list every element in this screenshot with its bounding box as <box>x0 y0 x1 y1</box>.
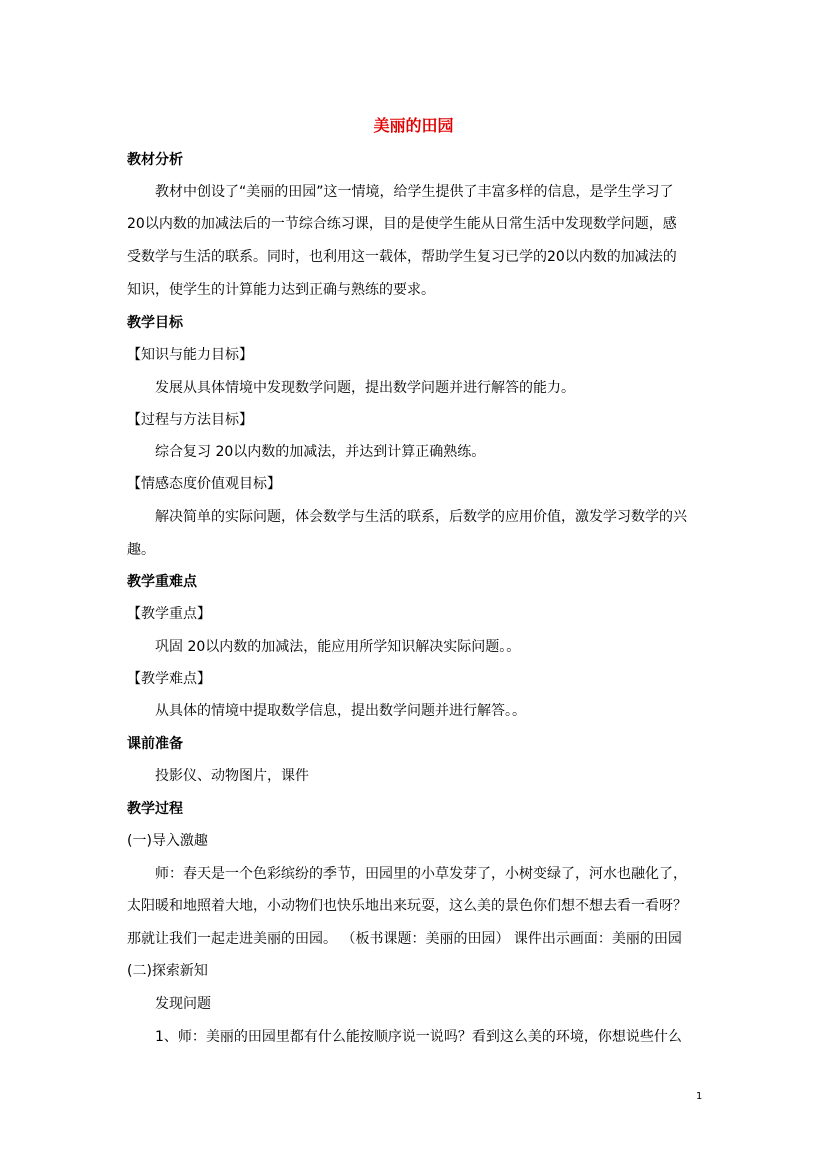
difficulty-label: 【教学难点】 <box>127 671 211 687</box>
analysis-line: 20以内数的加减法后的一节综合练习课，目的是使学生能从日常生活中发现数学问题，感 <box>127 216 677 232</box>
step1-line: 太阳暖和地照着大地，小动物们也快乐地出来玩耍，这么美的景色你们想不想去看一看呀？ <box>127 898 687 914</box>
analysis-line: 知识，使学生的计算能力达到正确与熟练的要求。 <box>127 282 435 298</box>
difficulty-text: 从具体的情境中提取数学信息，提出数学问题并进行解答。。 <box>155 703 526 719</box>
step2-sub: 发现问题 <box>155 996 211 1012</box>
step2-line: 1、师：美丽的田园里都有什么能按顺序说一说吗？看到这么美的环境，你想说些什么 <box>155 1029 682 1045</box>
process-heading: 教学过程 <box>127 801 183 817</box>
goal1-text: 发展从具体情境中发现数学问题，提出数学问题并进行解答的能力。 <box>155 380 575 396</box>
analysis-line: 教材中创设了“美丽的田园”这一情境，给学生提供了丰富多样的信息，是学生学习了 <box>155 184 674 200</box>
step1-label: (一)导入激趣 <box>127 833 208 849</box>
step2-label: (二)探索新知 <box>127 963 208 979</box>
step1-line: 师：春天是一个色彩缤纷的季节，田园里的小草发芽了，小树变绿了，河水也融化了， <box>155 866 687 882</box>
analysis-line: 受数学与生活的联系。同时，也利用这一载体，帮助学生复习已学的20以内数的加减法的 <box>127 249 677 265</box>
prep-text: 投影仪、动物图片，课件 <box>155 768 309 784</box>
goal1-label: 【知识与能力目标】 <box>127 347 253 363</box>
goal3-label: 【情感态度价值观目标】 <box>127 476 281 492</box>
goal3-line: 解决简单的实际问题，体会数学与生活的联系，后数学的应用价值，激发学习数学的兴 <box>155 509 687 525</box>
goal2-label: 【过程与方法目标】 <box>127 412 253 428</box>
key-label: 【教学重点】 <box>127 606 211 622</box>
goal2-text: 综合复习 20以内数的加减法，并达到计算正确熟练。 <box>155 444 486 460</box>
analysis-heading: 教材分析 <box>127 152 183 168</box>
key-text: 巩固 20以内数的加减法，能应用所学知识解决实际问题。。 <box>155 639 521 655</box>
page-title: 美丽的田园 <box>373 116 454 135</box>
page-number: 1 <box>696 1091 703 1102</box>
step1-line: 那就让我们一起走进美丽的田园。 （板书课题：美丽的田园） 课件出示画面：美丽的田园 <box>127 931 682 947</box>
goals-heading: 教学目标 <box>127 315 183 331</box>
prep-heading: 课前准备 <box>127 736 183 752</box>
key-heading: 教学重难点 <box>127 574 197 590</box>
goal3-line: 趣。 <box>127 542 155 558</box>
